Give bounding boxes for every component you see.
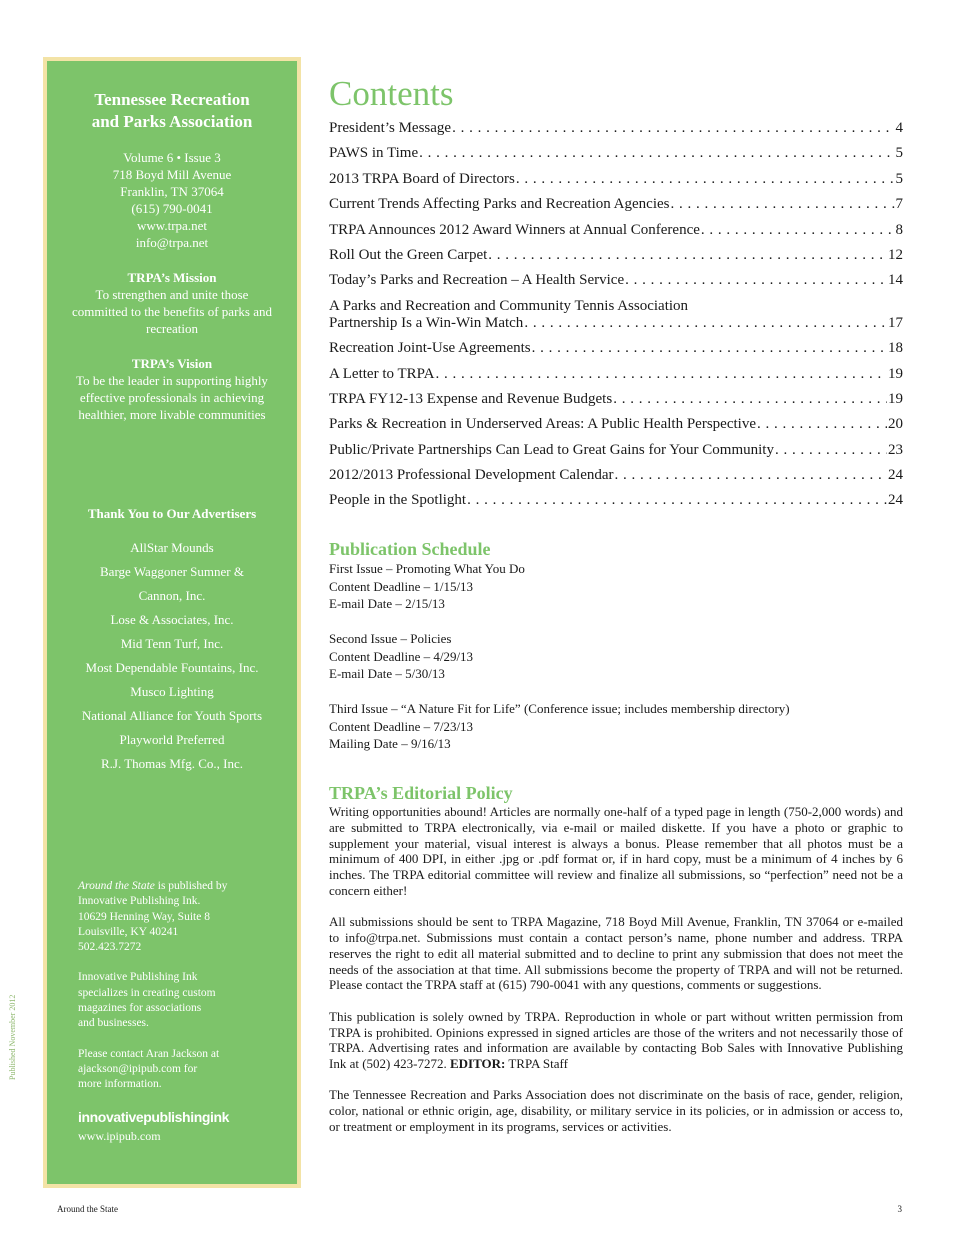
toc-leader bbox=[615, 467, 887, 484]
table-of-contents bbox=[329, 120, 903, 509]
toc-item[interactable] bbox=[329, 298, 903, 332]
toc-page: 4 bbox=[895, 120, 903, 136]
publisher-logo: innovativepublishingink bbox=[78, 1109, 230, 1125]
toc-page: 24 bbox=[888, 492, 903, 509]
toc-page: 24 bbox=[888, 467, 903, 484]
toc-title: Partnership Is a Win-Win Match bbox=[329, 314, 524, 331]
vision-title: TRPA’s Vision bbox=[131, 356, 213, 371]
toc-page: 5 bbox=[895, 170, 903, 187]
advertiser-item: Barge Waggoner Sumner & bbox=[100, 564, 244, 579]
publisher-street: 10629 Henning Way, Suite 8 bbox=[78, 910, 210, 923]
toc-item[interactable] bbox=[329, 145, 903, 162]
specializes-line: Innovative Publishing Ink bbox=[78, 971, 198, 984]
toc-title: TRPA FY12-13 Expense and Revenue Budgets bbox=[329, 390, 613, 407]
toc-page: 18 bbox=[888, 340, 903, 357]
advertiser-item: National Alliance for Youth Sports bbox=[81, 708, 263, 723]
publisher-city: Louisville, KY 40241 bbox=[78, 925, 179, 938]
toc-page: 20 bbox=[888, 416, 903, 433]
toc-page: 7 bbox=[895, 196, 903, 213]
sidebar-panel bbox=[43, 57, 301, 1188]
advertiser-item: AllStar Mounds bbox=[130, 540, 214, 555]
publisher-name: Innovative Publishing Ink. bbox=[78, 895, 201, 908]
toc-item[interactable] bbox=[329, 171, 903, 188]
toc-item[interactable] bbox=[329, 416, 903, 433]
policy-paragraph: The Tennessee Recreation and Parks Association does not discriminate on the basis of race, gender, religion, color, national or ethnic origin, age, disability, or military service in its policies, or in admission or access to, or treatment or employment in its programs, services or activities. bbox=[329, 1087, 903, 1135]
specializes-line: magazines for associations bbox=[78, 1002, 202, 1015]
toc-leader bbox=[613, 391, 887, 408]
issue-date: Mailing Date – 9/16/13 bbox=[329, 736, 451, 751]
toc-page: 14 bbox=[888, 272, 903, 289]
toc-item[interactable] bbox=[329, 340, 903, 357]
street-address: 718 Boyd Mill Avenue bbox=[112, 167, 232, 182]
toc-leader bbox=[467, 492, 887, 509]
toc-item[interactable] bbox=[329, 120, 903, 137]
toc-page: 19 bbox=[888, 365, 903, 382]
toc-item[interactable] bbox=[329, 247, 903, 264]
policy-title: TRPA’s Editorial Policy bbox=[329, 783, 513, 803]
publisher-contact bbox=[78, 1047, 287, 1093]
advertisers-list bbox=[47, 536, 297, 776]
mission-title: TRPA’s Mission bbox=[127, 270, 217, 285]
page-number: 3 bbox=[897, 1204, 902, 1214]
advertiser-item: Lose & Associates, Inc. bbox=[110, 612, 234, 627]
toc-page: 17 bbox=[888, 314, 903, 331]
toc-item[interactable] bbox=[329, 366, 903, 383]
email-link[interactable]: info@trpa.net bbox=[135, 235, 209, 250]
toc-leader bbox=[516, 171, 895, 188]
toc-page: 12 bbox=[888, 246, 903, 263]
policy-paragraph: Writing opportunities abound! Articles are normally one-half of a typed page in length (750-2,000 words) and are submitted to TRPA electronically, via e-mail or mailed diskette. If you have a photo or graphic to supplement your material, visual interest is always a bonus. Please remember that all photos must be a minimum of 400 DPI, in either .jpg or .pdf format or, if in hard copy, must be a minimum of 4 inches by 6 inches. The TRPA editorial committee will review and finalize all submissions, so “perfection” need not be a concern either! bbox=[329, 804, 903, 898]
main-content bbox=[329, 72, 903, 1135]
schedule-issue bbox=[329, 630, 903, 683]
toc-item[interactable] bbox=[329, 391, 903, 408]
issue-deadline: Content Deadline – 4/29/13 bbox=[329, 648, 474, 664]
toc-title: PAWS in Time bbox=[329, 145, 419, 162]
toc-leader bbox=[671, 196, 895, 213]
issue-name: Third Issue – “A Nature Fit for Life” (Conference issue; includes membership directory) bbox=[329, 701, 790, 716]
vision-text: To be the leader in supporting highly effective professionals in achieving healthier, more livable communities bbox=[76, 373, 268, 422]
specializes-line: and businesses. bbox=[78, 1017, 149, 1030]
schedule-issue bbox=[329, 560, 903, 613]
toc-page: 5 bbox=[895, 145, 903, 162]
toc-page: 23 bbox=[888, 441, 903, 458]
schedule-issue bbox=[329, 700, 903, 753]
toc-leader bbox=[701, 222, 895, 239]
org-name bbox=[47, 89, 297, 133]
schedule-title: Publication Schedule bbox=[329, 539, 491, 559]
toc-title: Today’s Parks and Recreation – A Health Service bbox=[329, 272, 625, 289]
toc-title: Recreation Joint-Use Agreements bbox=[329, 340, 531, 357]
publication-schedule bbox=[329, 538, 903, 770]
publisher-url[interactable]: www.ipipub.com bbox=[78, 1129, 161, 1143]
toc-item[interactable] bbox=[329, 196, 903, 213]
phone-number: (615) 790-0041 bbox=[131, 201, 213, 216]
toc-title: 2012/2013 Professional Development Calendar bbox=[329, 467, 614, 484]
toc-title: Roll Out the Green Carpet bbox=[329, 246, 488, 263]
toc-title: TRPA Announces 2012 Award Winners at Annual Conference bbox=[329, 221, 700, 238]
toc-item[interactable] bbox=[329, 467, 903, 484]
website-link[interactable]: www.trpa.net bbox=[137, 218, 207, 233]
specializes-line: specializes in creating custom bbox=[78, 986, 216, 999]
toc-page: 19 bbox=[888, 390, 903, 407]
editorial-policy bbox=[329, 782, 903, 1150]
toc-item[interactable] bbox=[329, 492, 903, 509]
toc-item[interactable] bbox=[329, 272, 903, 289]
vision-block bbox=[47, 355, 297, 423]
toc-leader bbox=[419, 145, 894, 162]
org-name-line2: and Parks Association bbox=[91, 112, 253, 131]
policy-paragraph bbox=[329, 1009, 903, 1072]
publisher-info bbox=[78, 879, 287, 1108]
toc-title: Public/Private Partnerships Can Lead to Great Gains for Your Community bbox=[329, 441, 774, 458]
issue-deadline: Content Deadline – 1/15/13 bbox=[329, 578, 474, 594]
toc-leader bbox=[524, 315, 887, 332]
toc-leader bbox=[435, 366, 887, 383]
policy-paragraph: All submissions should be sent to TRPA Magazine, 718 Boyd Mill Avenue, Franklin, TN 37064 or e-mailed to info@trpa.net. Submissions must contain a contact person’s name, phone number and address. TRPA reserves the right to edit all material submitted and to decline to print any submission that does not meet the needs of the association at that time. All submissions become the property of TRPA and will not be returned. Please contact the TRPA staff at (615) 790-0041 with any questions, comments or suggestions. bbox=[329, 914, 903, 993]
advertiser-item: Playworld Preferred bbox=[119, 732, 225, 747]
published-by: is published by bbox=[154, 880, 228, 892]
publisher-phone: 502.423.7272 bbox=[78, 941, 142, 954]
contact-line: more information. bbox=[78, 1078, 162, 1091]
toc-title: Parks & Recreation in Underserved Areas: A Public Health Perspective bbox=[329, 416, 756, 433]
org-name-line1: Tennessee Recreation bbox=[94, 90, 250, 109]
editor-value: TRPA Staff bbox=[505, 1056, 568, 1072]
magazine-name: Around the State bbox=[78, 880, 155, 892]
toc-title: 2013 TRPA Board of Directors bbox=[329, 170, 515, 187]
policy-ownership-text: This publication is solely owned by TRPA. Reproduction in whole or part without written permission from TRPA is prohibited. Opinions expressed in signed articles are those of the writers and not necessarily those of TRPA. Advertising rates and information are available by contacting Bob Sales with Innovative Publishing Ink at (502) 423-7272. bbox=[329, 1008, 903, 1072]
footer-publication-name: Around the State bbox=[57, 1204, 118, 1214]
toc-leader bbox=[452, 120, 894, 137]
advertiser-item: Musco Lighting bbox=[130, 684, 214, 699]
toc-title: A Letter to TRPA bbox=[329, 365, 435, 382]
published-date-note: Published November 2012 bbox=[8, 994, 17, 1080]
advertisers-title: Thank You to Our Advertisers bbox=[87, 506, 257, 521]
toc-title-line1: A Parks and Recreation and Community Tennis Association bbox=[329, 297, 689, 314]
toc-leader bbox=[488, 247, 887, 264]
contact-line: Please contact Aran Jackson at bbox=[78, 1047, 220, 1060]
advertiser-item: R.J. Thomas Mfg. Co., Inc. bbox=[100, 756, 244, 771]
advertiser-item: Most Dependable Fountains, Inc. bbox=[85, 660, 259, 675]
toc-title: President’s Message bbox=[329, 120, 452, 136]
toc-item[interactable] bbox=[329, 442, 903, 459]
advertiser-item: Mid Tenn Turf, Inc. bbox=[120, 636, 224, 651]
toc-leader bbox=[625, 272, 887, 289]
issue-date: E-mail Date – 2/15/13 bbox=[329, 596, 445, 611]
editor-label: EDITOR: bbox=[449, 1056, 506, 1072]
contact-email[interactable]: ajackson@ipipub.com for bbox=[78, 1062, 198, 1075]
toc-title: Current Trends Affecting Parks and Recreation Agencies bbox=[329, 196, 670, 213]
publisher-address bbox=[78, 879, 287, 955]
toc-page: 8 bbox=[895, 221, 903, 238]
issue-date: E-mail Date – 5/30/13 bbox=[329, 666, 445, 681]
mission-block bbox=[47, 269, 297, 337]
toc-leader bbox=[775, 442, 887, 459]
publisher-specializes bbox=[78, 970, 287, 1031]
contents-title: Contents bbox=[329, 74, 454, 113]
issue-name: Second Issue – Policies bbox=[329, 631, 452, 646]
mission-text: To strengthen and unite those committed to the benefits of parks and recreation bbox=[71, 287, 272, 336]
toc-leader bbox=[532, 340, 887, 357]
volume-issue: Volume 6 • Issue 3 bbox=[123, 150, 221, 165]
issue-deadline: Content Deadline – 7/23/13 bbox=[329, 718, 474, 734]
advertiser-item: Cannon, Inc. bbox=[138, 588, 206, 603]
issue-name: First Issue – Promoting What You Do bbox=[329, 561, 525, 576]
toc-title: People in the Spotlight bbox=[329, 492, 467, 509]
toc-item[interactable] bbox=[329, 222, 903, 239]
contact-info bbox=[47, 149, 297, 251]
toc-leader bbox=[757, 416, 887, 433]
city-state-zip: Franklin, TN 37064 bbox=[120, 184, 224, 199]
